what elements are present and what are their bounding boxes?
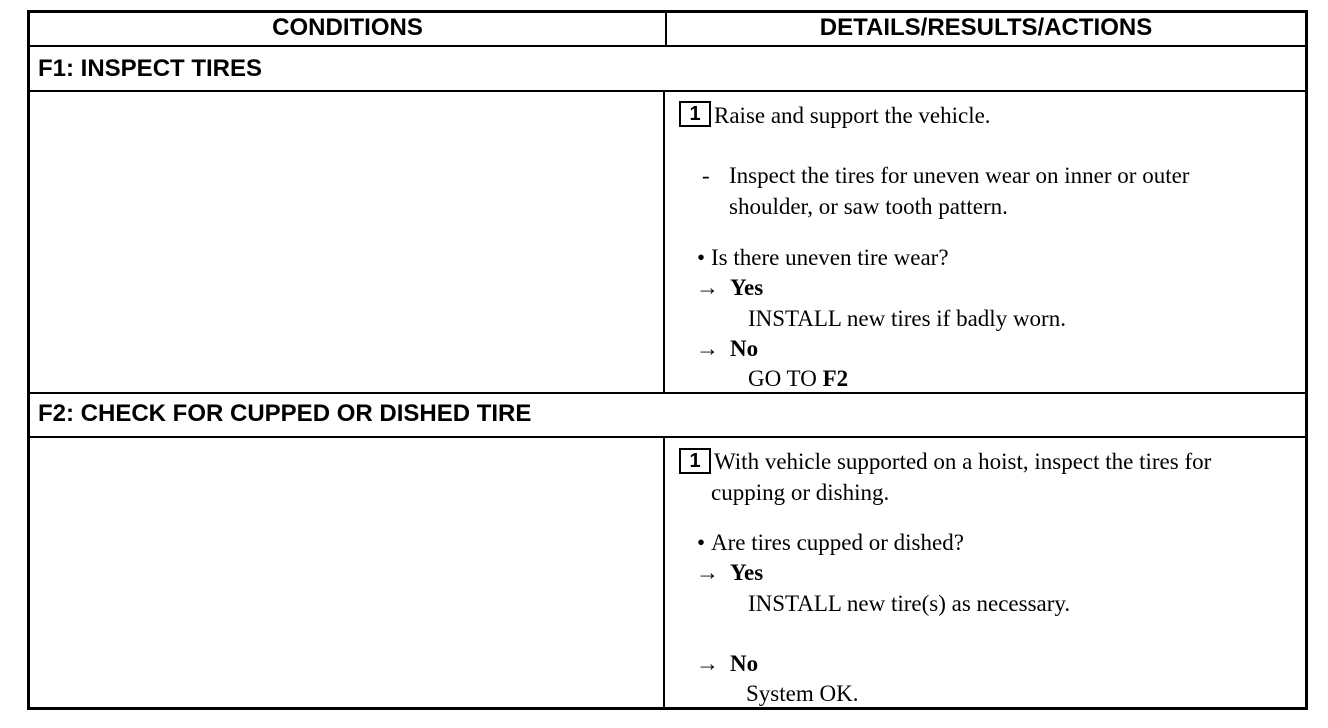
arrow-icon: → (696, 560, 719, 585)
arrow-icon: → (696, 651, 719, 676)
section2-top-rule (28, 392, 1308, 394)
step-number-badge (679, 101, 711, 127)
yes-action: INSTALL new tire(s) as necessary. (748, 591, 1071, 616)
header-rule (28, 45, 1308, 47)
arrow-icon: → (696, 336, 719, 361)
border-bottom (28, 707, 1308, 710)
step-number-badge (679, 448, 711, 474)
border-right (1305, 10, 1308, 710)
section-title-f1: F1: INSPECT TIRES (38, 55, 263, 82)
question-text: Are tires cupped or dished? (711, 530, 964, 555)
no-label: No (730, 651, 759, 676)
yes-action: INSTALL new tires if badly worn. (748, 306, 1066, 331)
sub-instruction-line2: shoulder, or saw tooth pattern. (729, 194, 1008, 219)
yes-label: Yes (730, 275, 764, 300)
section-title-f2: F2: CHECK FOR CUPPED OR DISHED TIRE (38, 400, 532, 427)
no-action-reference: F2 (822, 366, 849, 391)
header-details: DETAILS/RESULTS/ACTIONS (819, 14, 1153, 41)
bullet-marker: • (697, 530, 706, 555)
arrow-icon: → (696, 275, 719, 300)
bullet-marker: • (697, 245, 706, 270)
column-divider-section1 (663, 90, 665, 393)
sub-instruction-line1: Inspect the tires for uneven wear on inner or outer (729, 163, 1190, 188)
dash-marker: - (702, 163, 710, 188)
column-divider-section2 (663, 436, 665, 709)
no-action (748, 364, 848, 393)
section2-title-rule (28, 436, 1308, 438)
no-label: No (730, 336, 759, 361)
step-number: 1 (689, 449, 701, 472)
header-conditions: CONDITIONS (272, 14, 423, 41)
border-left (27, 10, 30, 710)
question-text: Is there uneven tire wear? (711, 245, 949, 270)
step-text-line2: cupping or dishing. (711, 480, 890, 505)
section1-title-rule (28, 90, 1308, 92)
no-action: System OK. (746, 681, 859, 706)
step-text: Raise and support the vehicle. (714, 103, 991, 128)
step-text-line1: With vehicle supported on a hoist, inspect the tires for (714, 449, 1212, 474)
yes-label: Yes (730, 560, 764, 585)
step-number: 1 (689, 102, 701, 125)
no-action-prefix: GO TO (748, 366, 817, 391)
